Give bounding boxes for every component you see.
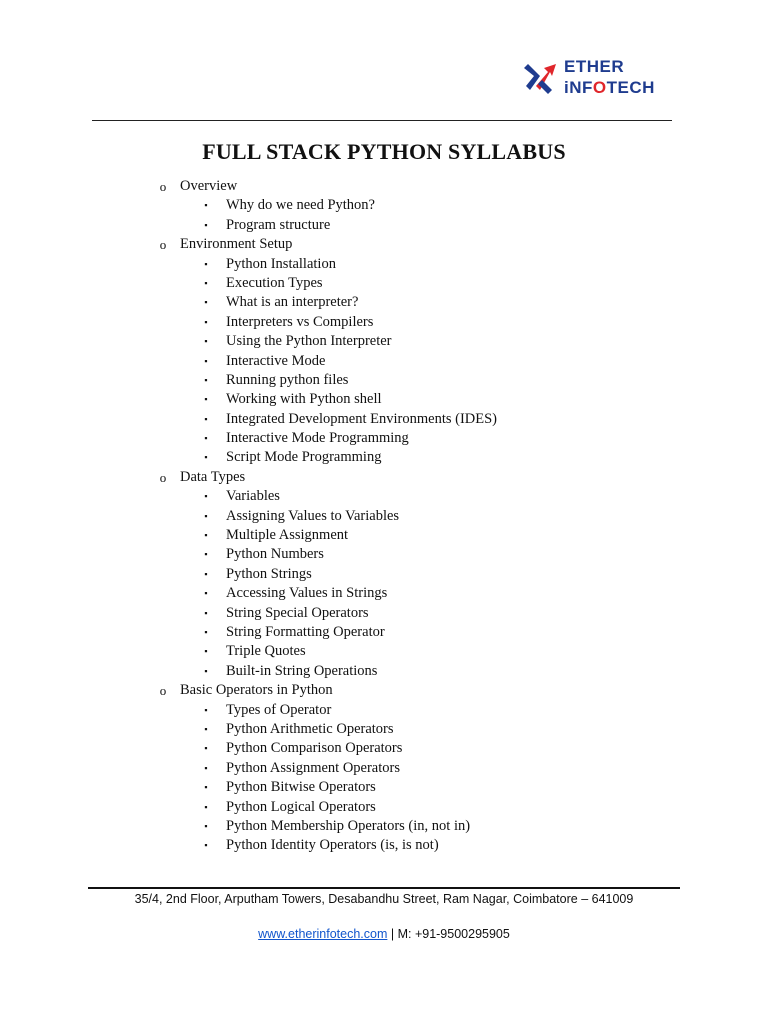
list-item-text: Variables <box>226 488 280 505</box>
list-item-text: Working with Python shell <box>226 391 382 408</box>
company-logo <box>522 52 682 102</box>
square-bullet-icon: ▪ <box>204 316 208 327</box>
logo-wordmark-top: ETHER <box>564 57 625 76</box>
footer-divider <box>88 887 680 889</box>
website-link[interactable]: www.etherinfotech.com <box>258 927 388 941</box>
list-item <box>0 332 768 351</box>
list-item-text: Python Installation <box>226 255 336 272</box>
syllabus-outline <box>0 177 768 856</box>
square-bullet-icon: ▪ <box>204 568 208 579</box>
list-item-text: Python Membership Operators (in, not in) <box>226 817 471 834</box>
list-item <box>0 313 768 332</box>
section-heading <box>0 468 768 487</box>
square-bullet-icon: ▪ <box>204 530 208 541</box>
circle-bullet-icon: o <box>159 683 167 699</box>
list-item <box>0 196 768 215</box>
square-bullet-icon: ▪ <box>204 782 208 793</box>
list-item <box>0 526 768 545</box>
list-item <box>0 662 768 681</box>
list-item-text: Multiple Assignment <box>226 527 349 544</box>
list-item-text: Accessing Values in Strings <box>226 585 388 602</box>
list-item-text: Assigning Values to Variables <box>226 507 400 524</box>
list-item <box>0 352 768 371</box>
list-item-text: Execution Types <box>226 274 323 291</box>
list-item-text: Program structure <box>226 216 331 233</box>
list-item-text: Python Logical Operators <box>226 798 376 815</box>
square-bullet-icon: ▪ <box>204 626 208 637</box>
list-item-text: Interpreters vs Compilers <box>226 313 374 330</box>
logo-wordmark-bottom: iNFOTECH <box>564 78 655 97</box>
list-item-text: Interactive Mode Programming <box>226 430 409 447</box>
list-item-text: Python Identity Operators (is, is not) <box>226 837 439 854</box>
square-bullet-icon: ▪ <box>204 219 208 230</box>
square-bullet-icon: ▪ <box>204 413 208 424</box>
list-item <box>0 410 768 429</box>
list-item <box>0 371 768 390</box>
list-item-text: Python Numbers <box>226 546 324 563</box>
square-bullet-icon: ▪ <box>204 355 208 366</box>
page-title: FULL STACK PYTHON SYLLABUS <box>202 139 566 164</box>
list-item <box>0 390 768 409</box>
square-bullet-icon: ▪ <box>204 374 208 385</box>
section-heading-text: Environment Setup <box>180 236 293 253</box>
list-item-text: Running python files <box>226 371 349 388</box>
list-item <box>0 623 768 642</box>
section-heading-text: Basic Operators in Python <box>180 682 333 699</box>
list-item <box>0 778 768 797</box>
square-bullet-icon: ▪ <box>204 549 208 560</box>
square-bullet-icon: ▪ <box>204 258 208 269</box>
list-item-text: What is an interpreter? <box>226 294 359 311</box>
square-bullet-icon: ▪ <box>204 277 208 288</box>
list-item <box>0 798 768 817</box>
square-bullet-icon: ▪ <box>204 588 208 599</box>
footer-address: 35/4, 2nd Floor, Arputham Towers, Desabandhu Street, Ram Nagar, Coimbatore – 641009 <box>134 892 634 906</box>
square-bullet-icon: ▪ <box>204 704 208 715</box>
ether-logo-icon <box>522 56 560 98</box>
list-item <box>0 584 768 603</box>
phone-number: | M: +91-9500295905 <box>387 927 510 941</box>
circle-bullet-icon: o <box>159 469 167 485</box>
list-item-text: Interactive Mode <box>226 352 326 369</box>
square-bullet-icon: ▪ <box>204 510 208 521</box>
list-item <box>0 817 768 836</box>
list-item-text: Python Strings <box>226 565 312 582</box>
list-item <box>0 448 768 467</box>
section-heading-text: Data Types <box>180 468 246 485</box>
list-item-text: String Formatting Operator <box>226 623 385 640</box>
list-item <box>0 701 768 720</box>
list-item-text: Python Bitwise Operators <box>226 779 376 796</box>
list-item <box>0 604 768 623</box>
square-bullet-icon: ▪ <box>204 394 208 405</box>
list-item <box>0 720 768 739</box>
list-item-text: Using the Python Interpreter <box>226 333 392 350</box>
square-bullet-icon: ▪ <box>204 820 208 831</box>
list-item-text: Why do we need Python? <box>226 197 375 214</box>
square-bullet-icon: ▪ <box>204 433 208 444</box>
header-divider <box>92 120 672 121</box>
list-item <box>0 565 768 584</box>
list-item <box>0 255 768 274</box>
list-item-text: Python Arithmetic Operators <box>226 720 394 737</box>
section-heading <box>0 235 768 254</box>
square-bullet-icon: ▪ <box>204 336 208 347</box>
square-bullet-icon: ▪ <box>204 491 208 502</box>
list-item-text: String Special Operators <box>226 604 369 621</box>
list-item <box>0 642 768 661</box>
list-item <box>0 274 768 293</box>
square-bullet-icon: ▪ <box>204 665 208 676</box>
section-heading <box>0 681 768 700</box>
square-bullet-icon: ▪ <box>204 452 208 463</box>
list-item-text: Built-in String Operations <box>226 662 378 679</box>
list-item <box>0 487 768 506</box>
square-bullet-icon: ▪ <box>204 297 208 308</box>
square-bullet-icon: ▪ <box>204 762 208 773</box>
square-bullet-icon: ▪ <box>204 723 208 734</box>
square-bullet-icon: ▪ <box>204 200 208 211</box>
list-item-text: Integrated Development Environments (IDES) <box>226 410 497 427</box>
section-heading-text: Overview <box>180 178 238 194</box>
circle-bullet-icon: o <box>159 179 167 194</box>
list-item <box>0 293 768 312</box>
list-item <box>0 216 768 235</box>
circle-bullet-icon: o <box>159 237 167 253</box>
square-bullet-icon: ▪ <box>204 743 208 754</box>
list-item-text: Triple Quotes <box>226 643 306 660</box>
list-item <box>0 759 768 778</box>
list-item <box>0 836 768 855</box>
section-heading <box>0 177 768 196</box>
list-item <box>0 545 768 564</box>
footer-contact <box>0 927 768 941</box>
square-bullet-icon: ▪ <box>204 801 208 812</box>
square-bullet-icon: ▪ <box>204 840 208 851</box>
list-item-text: Python Assignment Operators <box>226 759 400 776</box>
list-item <box>0 739 768 758</box>
list-item <box>0 429 768 448</box>
square-bullet-icon: ▪ <box>204 646 208 657</box>
list-item-text: Types of Operator <box>226 701 332 718</box>
list-item-text: Python Comparison Operators <box>226 740 403 757</box>
list-item-text: Script Mode Programming <box>226 449 382 466</box>
square-bullet-icon: ▪ <box>204 607 208 618</box>
list-item <box>0 507 768 526</box>
